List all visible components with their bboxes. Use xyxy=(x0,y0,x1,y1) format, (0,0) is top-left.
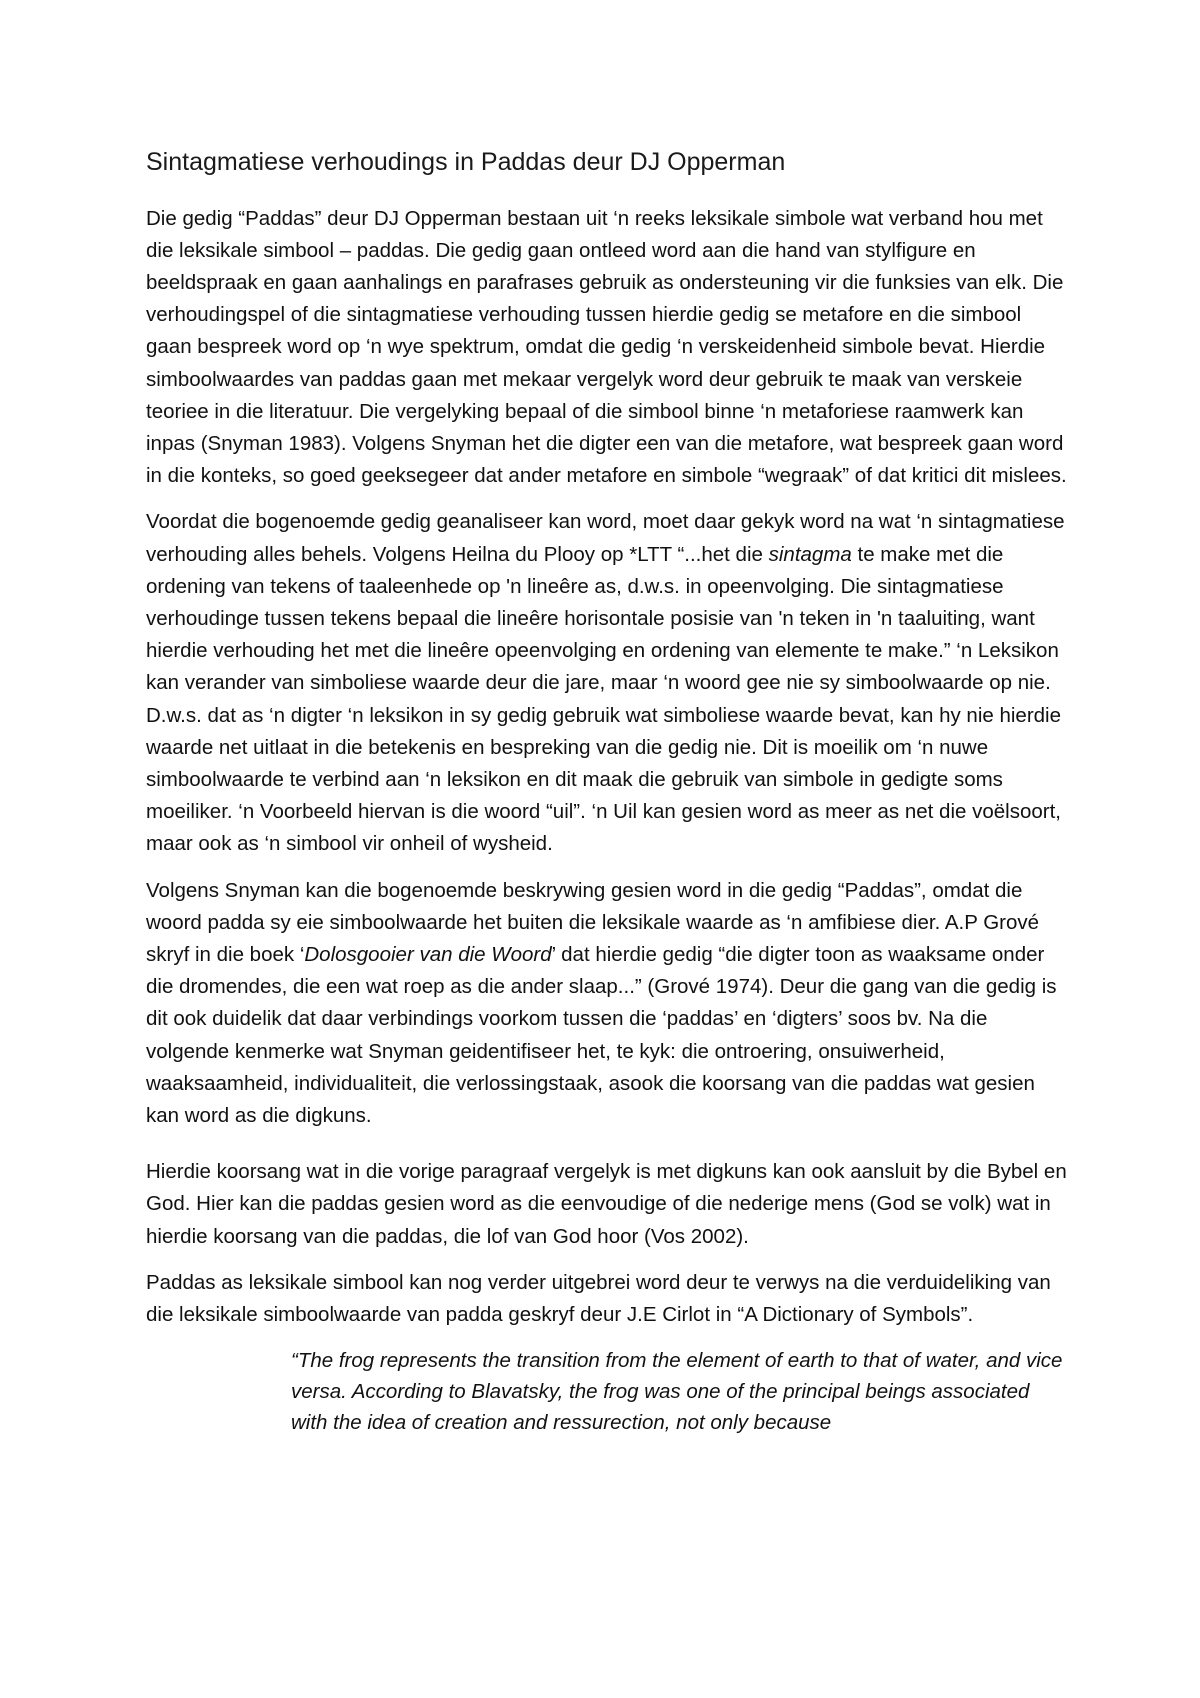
paragraph-2-italic: sintagma xyxy=(768,542,852,566)
document-title: Sintagmatiese verhoudings in Paddas deur DJ Opperman xyxy=(146,148,786,176)
paragraph-3-italic: Dolosgooier van die Woord xyxy=(304,942,552,966)
document-page xyxy=(146,146,1071,1459)
paragraph-5: Paddas as leksikale simbool kan nog verder uitgebrei word deur te verwys na die verduideliking van die leksikale simboolwaarde van padda geskryf deur J.E Cirlot in “A Dictionary of Symbols”. xyxy=(146,1270,1051,1326)
paragraph-1: Die gedig “Paddas” deur DJ Opperman bestaan uit ‘n reeks leksikale simbole wat verband hou met die leksikale simbool – paddas. Die gedig gaan ontleed word aan die hand van stylfigure en beeldspraak en gaan aanhalings en parafrases gebruik as ondersteuning vir die funksies van elk. Die verhoudingspel of die sintagmatiese verhouding tussen hierdie gedig se metafore en die simbool gaan bespreek word op ‘n wye spektrum, omdat die gedig ‘n verskeidenheid simbole bevat. Hierdie simboolwaardes van paddas gaan met mekaar vergelyk word deur gebruik te maak van verskeie teoriee in die literatuur. Die vergelyking bepaal of die simbool binne ‘n metaforiese raamwerk kan inpas (Snyman 1983). Volgens Snyman het die digter een van die metafore, wat bespreek gaan word in die konteks, so goed geeksegeer dat ander metafore en simbole “wegraak” of dat kritici dit mislees. xyxy=(146,206,1067,488)
paragraph-3-text-b: ’ dat hierdie gedig “die digter toon as waaksame onder die dromendes, die een wat roep as die ander slaap...” (Grové 1974). Deur die gang van die gedig is dit ook duidelik dat daar verbindings voorkom tussen die ‘paddas’ en ‘digters’ soos bv. Na die volgende kenmerke wat Snyman geidentifiseer het, te kyk: die ontroering, onsuiwerheid, waaksaamheid, individualiteit, die verlossingstaak, asook die koorsang van die paddas wat gesien kan word as die digkuns. xyxy=(146,942,1057,1127)
paragraph-4: Hierdie koorsang wat in die vorige paragraaf vergelyk is met digkuns kan ook aansluit by die Bybel en God. Hier kan die paddas gesien word as die eenvoudige of die nederige mens (God se volk) wat in hierdie koorsang van die paddas, die lof van God hoor (Vos 2002). xyxy=(146,1160,1067,1248)
paragraph-3 xyxy=(146,875,1071,1133)
paragraph-2-text-b: te make met die ordening van tekens of taaleenhede op 'n lineêre as, d.w.s. in opeenvolging. Die sintagmatiese verhoudinge tussen tekens bepaal die lineêre horisontale posisie van 'n teken in 'n taaluiting, want hierdie verhouding het met die lineêre opeenvolging en ordening van elemente te make.” ‘n Leksikon kan verander van simboliese waarde deur die jare, maar ‘n woord gee nie sy simboolwaarde op nie. D.w.s. dat as ‘n digter ‘n leksikon in sy gedig gebruik wat simboliese waarde bevat, kan hy nie hierdie waarde net uitlaat in die betekenis en bespreking van die gedig nie. Dit is moeilik om ‘n nuwe simboolwaarde te verbind aan ‘n leksikon en dit maak die gebruik van simbole in gedigte soms moeiliker. ‘n Voorbeeld hiervan is die woord “uil”. ‘n Uil kan gesien word as meer as net die voëlsoort, maar ook as ‘n simbool vir onheil of wysheid. xyxy=(146,542,1062,856)
paragraph-2 xyxy=(146,506,1071,860)
paragraph-3-text-a: Volgens Snyman kan die bogenoemde beskrywing gesien word in die gedig “Paddas”, omdat die woord padda sy eie simboolwaarde het buiten die leksikale waarde as ‘n amfibiese dier. A.P Grové skryf in die boek ‘ xyxy=(146,878,1040,966)
block-quote: “The frog represents the transition from the element of earth to that of water, and vice versa. According to Blavatsky, the frog was one of the principal beings associated with the idea of creation and ressurection, not only because xyxy=(291,1349,1063,1435)
paragraph-2-text-a: Voordat die bogenoemde gedig geanaliseer kan word, moet daar gekyk word na wat ‘n sintagmatiese verhouding alles behels. Volgens Heilna du Plooy op *LTT “...het die xyxy=(146,510,1065,566)
